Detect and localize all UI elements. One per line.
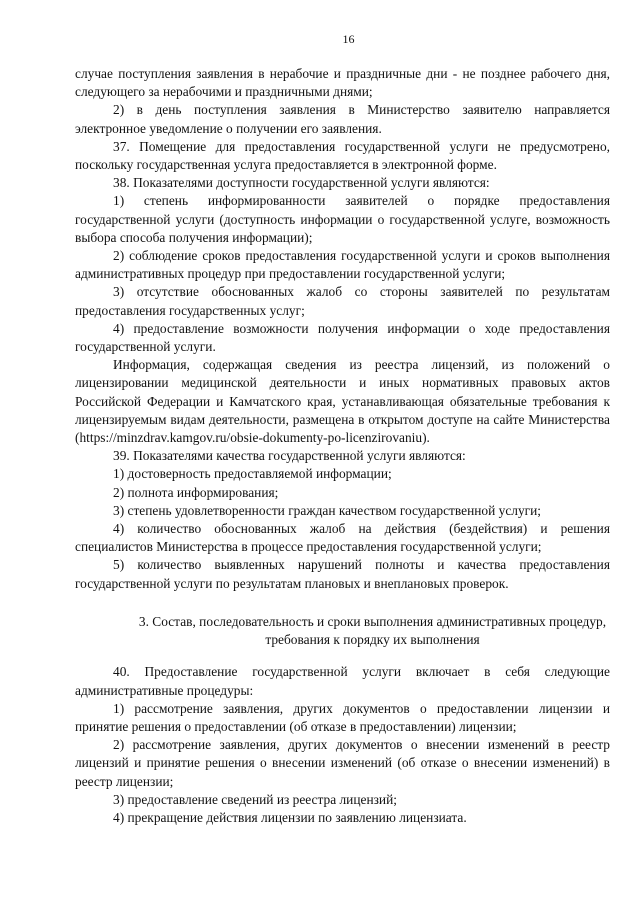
list-item: 2) полнота информирования;: [113, 484, 279, 500]
list-item: 2) рассмотрение заявления, других документов о внесении изменений в реестр лицензий и принятие решения о внесении изменений (об отказе о внесении изменений) в реестр лицензии;: [75, 737, 610, 789]
paragraph: случае поступления заявления в нерабочие и праздничные дни - не позднее рабочего дня, следующего за нерабочими и праздничными днями;: [75, 66, 610, 100]
list-item: 4) предоставление возможности получения информации о ходе предоставления государственной услуги.: [75, 320, 610, 355]
paragraphs-after: [75, 663, 610, 827]
list-item: 3) отсутствие обоснованных жалоб со стороны заявителей по результатам предоставления государственных услуг;: [75, 284, 610, 318]
list-item: 4) прекращение действия лицензии по заявлению лицензиата.: [113, 809, 467, 825]
list-item: 4) количество обоснованных жалоб на действия (бездействия) и решения специалистов Министерства в процессе предоставления государственной услуги;: [75, 521, 610, 555]
list-item: 1) рассмотрение заявления, других документов о предоставлении лицензии и принятие решения о предоставлении (об отказе в предоставлении) лицензии;: [75, 700, 610, 734]
paragraph: 38. Показателями доступности государственной услуги являются:: [113, 175, 490, 191]
list-item: 5) количество выявленных нарушений полноты и качества предоставления государственной услуги по результатам плановых и внеплановых проверок.: [75, 557, 610, 591]
page-number: 16: [342, 32, 355, 46]
paragraph: 37. Помещение для предоставления государственной услуги не предусмотрено, поскольку государственная услуга предоставляется в электронной форме.: [75, 138, 610, 173]
section-title: 3. Состав, последовательность и сроки выполнения административных процедур, требования к порядку их выполнения: [138, 613, 607, 648]
paragraph: 39. Показателями качества государственной услуги являются:: [113, 448, 466, 464]
paragraph: 40. Предоставление государственной услуги включает в себя следующие административные процедуры:: [75, 664, 610, 698]
paragraphs-before: [75, 65, 610, 593]
list-item: 3) предоставление сведений из реестра лицензий;: [113, 791, 397, 807]
paragraph: 2) в день поступления заявления в Министерство заявителю направляется электронное уведомление о получении его заявления.: [75, 102, 610, 136]
list-item: 3) степень удовлетворенности граждан качеством государственной услуги;: [113, 502, 542, 518]
list-item: 1) достоверность предоставляемой информации;: [113, 466, 392, 482]
list-item: 2) соблюдение сроков предоставления государственной услуги и сроков выполнения административных процедур при предоставлении государственной услуги;: [75, 248, 610, 282]
list-item: 1) степень информированности заявителей о порядке предоставления государственной услуги (доступность информации о государственной услуге, возможность выбора способа получения информации);: [75, 193, 610, 245]
paragraph: Информация, содержащая сведения из реестра лицензий, из положений о лицензировании медицинской деятельности и иных нормативных правовых актов Российской Федерации и Камчатского края, устанавливающая обязательные требования к лицензируемым видам деятельности, размещена в открытом доступе на сайте Министерства (https://minzdrav.kamgov.ru/obsie-dokumenty-po-licenzirovaniu).: [75, 357, 610, 446]
